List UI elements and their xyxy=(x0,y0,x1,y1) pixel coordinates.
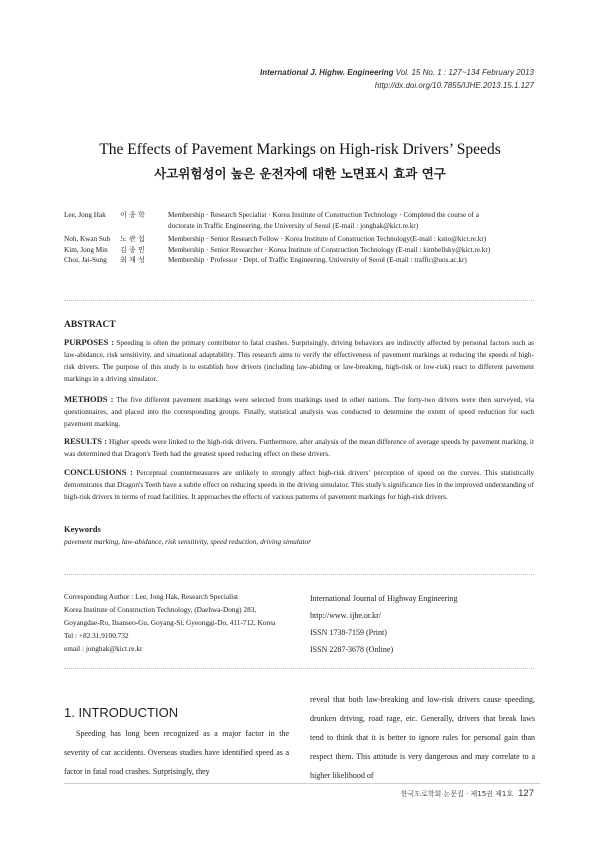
methods-text: The five different pavement markings were selected from markings used in other nations. The forty-two drivers were then surveyed, via questionnaires, and placed into the corresponding groups. Finally, statistical analysis was conducted to determine the extent of speed reduction for each pavement marking. xyxy=(64,395,535,428)
journal-info-line: ISSN 2287-3678 (Online) xyxy=(310,645,394,654)
intro-column-right: reveal that both law-breaking and low-risk drivers cause speeding, drunken driving, road rage, etc. Generally, drivers that break laws tend to think that it is better to ignore rules for personal gain than respect them. This attitude is very dangerous and may correlate to a higher likelihood of xyxy=(310,695,535,780)
divider xyxy=(64,668,534,669)
journal-name: International J. Highw. Engineering xyxy=(260,68,394,77)
corresponding-line: Korea Institute of Construction Technology, (Daehwa-Dong) 283, xyxy=(64,605,257,614)
corresponding-line: Goyangdae-Ro, Ilsanseo-Gu, Goyang-Si, Gyeonggi-Do, 411-712, Korea xyxy=(64,618,276,627)
conclusions-text: Perceptual countermeasures are unlikely to strongly affect high-risk drivers’ perception of speed on the curves. This statistically demonstrates that Dragon's Teeth have a subtle effect on reducing speeds in the driving simulator. This study's significance lies in the improved understanding of high-risk drivers in terms of road facilities. It approaches the effects of various patterns of pavement markings for high-risk drivers. xyxy=(64,468,534,501)
section-heading-introduction: 1. INTRODUCTION xyxy=(64,705,179,720)
abstract-purposes xyxy=(64,336,534,385)
doi-link[interactable]: http://dx.doi.org/10.7855/IJHE.2013.15.1.127 xyxy=(374,81,534,90)
author-name: Kim, Jong Min xyxy=(64,245,108,254)
journal-url[interactable]: http://www. ijhe.or.kr/ xyxy=(310,611,382,620)
corresponding-author-block xyxy=(64,590,304,655)
author-name-korean: 노 관 섭 xyxy=(120,235,145,243)
author-row xyxy=(64,245,544,256)
corresponding-line: Tel : +82.31.9100.732 xyxy=(64,631,129,640)
methods-label: METHODS : xyxy=(64,394,114,404)
results-text: Higher speeds were linked to the high-risk drivers. Furthermore, after analysis of the mean difference of average speeds by pavement marking, it was determined that Dragon's Teeth had the greatest speed reducing effect on these drivers. xyxy=(64,437,534,458)
author-name-korean: 최 재 성 xyxy=(120,256,145,264)
intro-column-left: Speeding has long been recognized as a major factor in the severity of car accidents. Overseas studies have identified speed as a factor in fatal road crashes. Surprisingly, they xyxy=(64,729,289,776)
purposes-text: Speeding is often the primary contributor to fatal crashes. Surprisingly, driving behaviors are indirectly affected by personal factors such as law-abidance, risk sensitivity, and situational adaptability. This research aims to verify the effectiveness of pavement markings at reducing the speeds of high-risk drivers. The purpose of this study is to establish how drivers (including law-abiding or law-breaking, high-risk or low-risk) react to different pavement markings in a driving simulator. xyxy=(64,338,535,383)
purposes-label: PURPOSES : xyxy=(64,337,114,347)
author-affiliation: Membership · Professor · Dept. of Traffic Engineering, University of Seoul (E-mail : traffic@uos.ac.kr) xyxy=(168,256,467,264)
paper-title-english: The Effects of Pavement Markings on High-risk Drivers’ Speeds xyxy=(99,141,501,158)
keywords-heading: Keywords xyxy=(64,524,101,534)
author-name: Lee, Jong Hak xyxy=(64,211,106,219)
journal-info-line: International Journal of Highway Engineering xyxy=(310,594,458,603)
author-name-korean: 이 종 학 xyxy=(120,211,145,219)
author-name: Noh, Kwan Sub xyxy=(64,235,111,243)
page-number: 127 xyxy=(518,788,534,799)
page-footer xyxy=(401,788,534,799)
divider xyxy=(64,574,534,575)
author-name-korean: 김 종 민 xyxy=(120,245,145,254)
author-row xyxy=(64,210,544,231)
corresponding-email[interactable]: email : jonghak@kict.re.kr xyxy=(64,644,143,653)
results-label: RESULTS : xyxy=(64,436,108,446)
journal-volume: Vol. 15 No. 1 : 127~134 February 2013 xyxy=(395,68,534,77)
corresponding-line: Corresponding Author : Lee, Jong Hak, Research Specialist xyxy=(64,592,239,601)
author-affiliation: Membership · Research Specialist · Korea Institute of Construction Technology · Completed the course of a doctorate in Traffic Engineering, the University of Seoul (E-mail : jonghak@kict.re.kr) xyxy=(168,211,479,230)
author-name: Choi, Jai-Sung xyxy=(64,256,107,264)
footer-journal: 한국도로학회 논문집 · 제15권 제1호 xyxy=(400,790,514,798)
abstract-results xyxy=(64,435,534,460)
divider xyxy=(64,300,534,301)
abstract-heading: ABSTRACT xyxy=(64,320,116,330)
journal-header xyxy=(260,66,534,92)
keywords-text: pavement marking, law-abidance, risk sensitivity, speed reduction, driving simulator xyxy=(64,537,311,546)
author-row xyxy=(64,234,544,245)
author-list xyxy=(64,210,544,266)
author-affiliation: Membership · Senior Research Fellow · Korea Institute of Construction Technology(E-mail : ksno@kict.re.kr) xyxy=(168,235,487,243)
author-row xyxy=(64,255,544,266)
author-affiliation: Membership · Senior Researcher · Korea Institute of Construction Technology (E-mail : kimbellsky@kict.re.kr) xyxy=(168,245,491,254)
journal-info-block xyxy=(310,590,540,658)
conclusions-label: CONCLUSIONS : xyxy=(64,467,133,477)
abstract-conclusions xyxy=(64,466,534,503)
paper-title-korean: 사고위험성이 높은 운전자에 대한 노면표시 효과 연구 xyxy=(154,166,446,181)
journal-info-line: ISSN 1738-7159 (Print) xyxy=(310,628,387,637)
abstract-methods xyxy=(64,393,534,430)
footer-divider xyxy=(64,783,540,784)
